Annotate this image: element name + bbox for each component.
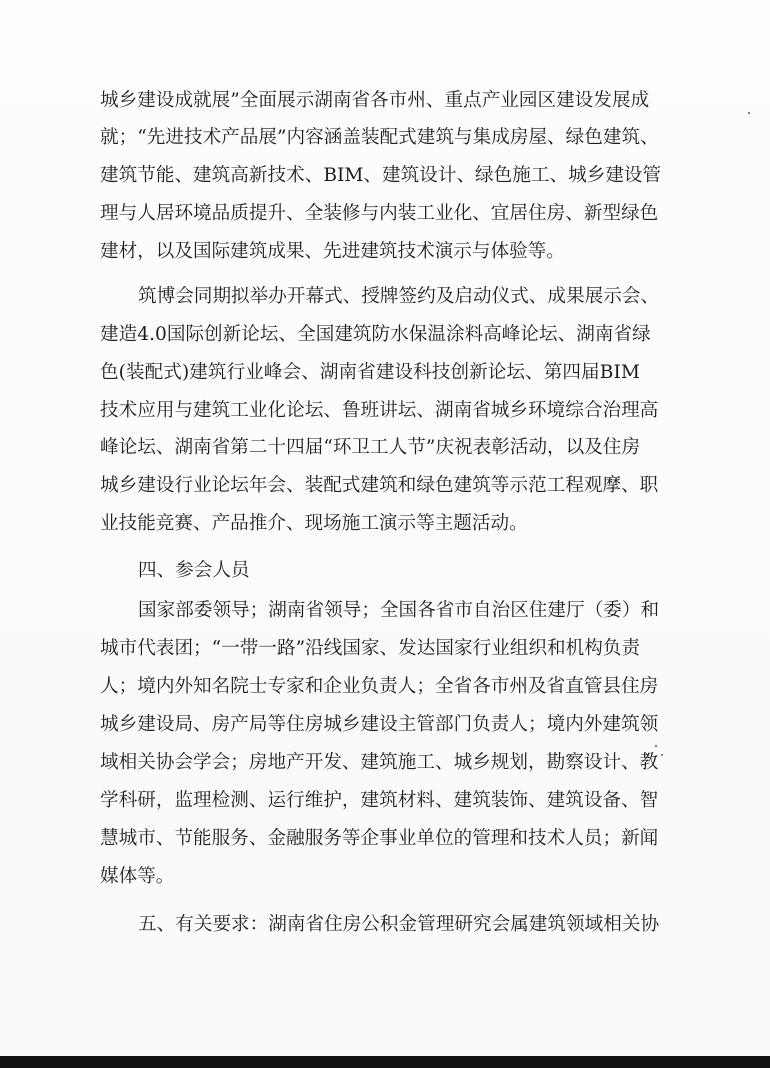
scan-speck xyxy=(655,745,657,747)
text-line: 理 与 人 居 环 境 品 质 提 升 、 全 装 修 与 内 装 工 业 化 、 宜 居 住 房 、 新 型 绿 色 xyxy=(100,203,659,224)
text-line: 城 乡 建 设 行 业 论 坛 年 会 、 装 配 式 建 筑 和 绿 色 建 筑 等 示 范 工 程 观 摩 、 职 xyxy=(100,475,659,496)
section-heading: 四、参会人员 xyxy=(138,560,250,581)
text-line: 峰 论 坛 、 湖 南 省 第 二 十 四 届 “ 环 卫 工 人 节 ” 庆 祝 表 彰 活 动 ， 以 及 住 房 xyxy=(100,437,641,458)
text-line: 建材，以及国际建筑成果、先进建筑技术演示与体验等。 xyxy=(100,241,565,262)
text-line: 城 乡 建 设 成 就 展 ” 全 面 展 示 湖 南 省 各 市 州 、 重 点 产 业 园 区 建 设 发 展 成 xyxy=(100,90,650,111)
text-line: 技 术 应 用 与 建 筑 工 业 化 论 坛 、 鲁 班 讲 坛 、 湖 南 省 城 乡 环 境 综 合 治 理 高 xyxy=(100,400,659,421)
scan-speck xyxy=(748,112,750,114)
text-line: 城 市 代 表 团 ； “ 一 带 一 路 ” 沿 线 国 家 、 发 达 国 家 行 业 组 织 和 机 构 负 责 xyxy=(100,638,641,659)
text-line: 域 相 关 协 会 学 会 ； 房 地 产 开 发 、 建 筑 施 工 、 城 乡 规 划 ， 勘 察 设 计 、 教 xyxy=(100,752,659,773)
text-line: 国 家 部 委 领 导 ； 湖 南 省 领 导 ； 全 国 各 省 市 自 治 区 住 建 厅 （ 委 ） 和 xyxy=(138,600,660,621)
scan-speck xyxy=(661,754,663,756)
text-line: 色 ( 装 配 式 ) 建 筑 行 业 峰 会 、 湖 南 省 建 设 科 技 创 新 论 坛 、 第 四 届 B I M xyxy=(100,362,640,383)
text-line: 学 科 研 ， 监 理 检 测 、 运 行 维 护 ， 建 筑 材 料 、 建 筑 装 饰 、 建 筑 设 备 、 智 xyxy=(100,790,659,811)
text-line: 媒体等。 xyxy=(100,866,175,887)
text-line: 建 造 4 . 0 国 际 创 新 论 坛 、 全 国 建 筑 防 水 保 温 涂 料 高 峰 论 坛 、 湖 南 省 绿 xyxy=(100,324,651,345)
text-line: 五 、 有 关 要 求 ： 湖 南 省 住 房 公 积 金 管 理 研 究 会 属 建 筑 领 域 相 关 协 xyxy=(138,914,660,935)
text-line: 业技能竞赛、产品推介、现场施工演示等主题活动。 xyxy=(100,513,528,534)
text-line: 慧 城 市 、 节 能 服 务 、 金 融 服 务 等 企 事 业 单 位 的 管 理 和 技 术 人 员 ； 新 闻 xyxy=(100,828,659,849)
text-line: 筑 博 会 同 期 拟 举 办 开 幕 式 、 授 牌 签 约 及 启 动 仪 式 、 成 果 展 示 会 、 xyxy=(138,286,660,307)
text-line: 就 ； “ 先 进 技 术 产 品 展 ” 内 容 涵 盖 装 配 式 建 筑 与 集 成 房 屋 、 绿 色 建 筑 、 xyxy=(100,127,659,148)
text-line: 城 乡 建 设 局 、 房 产 局 等 住 房 城 乡 建 设 主 管 部 门 负 责 人 ； 境 内 外 建 筑 领 xyxy=(100,714,659,735)
text-line: 人 ； 境 内 外 知 名 院 士 专 家 和 企 业 负 责 人 ； 全 省 各 市 州 及 省 直 管 县 住 房 xyxy=(100,676,659,697)
scan-bottom-edge xyxy=(0,1056,770,1068)
text-line: 建 筑 节 能 、 建 筑 高 新 技 术 、 B I M 、 建 筑 设 计 、 绿 色 施 工 、 城 乡 建 设 管 xyxy=(100,165,662,186)
